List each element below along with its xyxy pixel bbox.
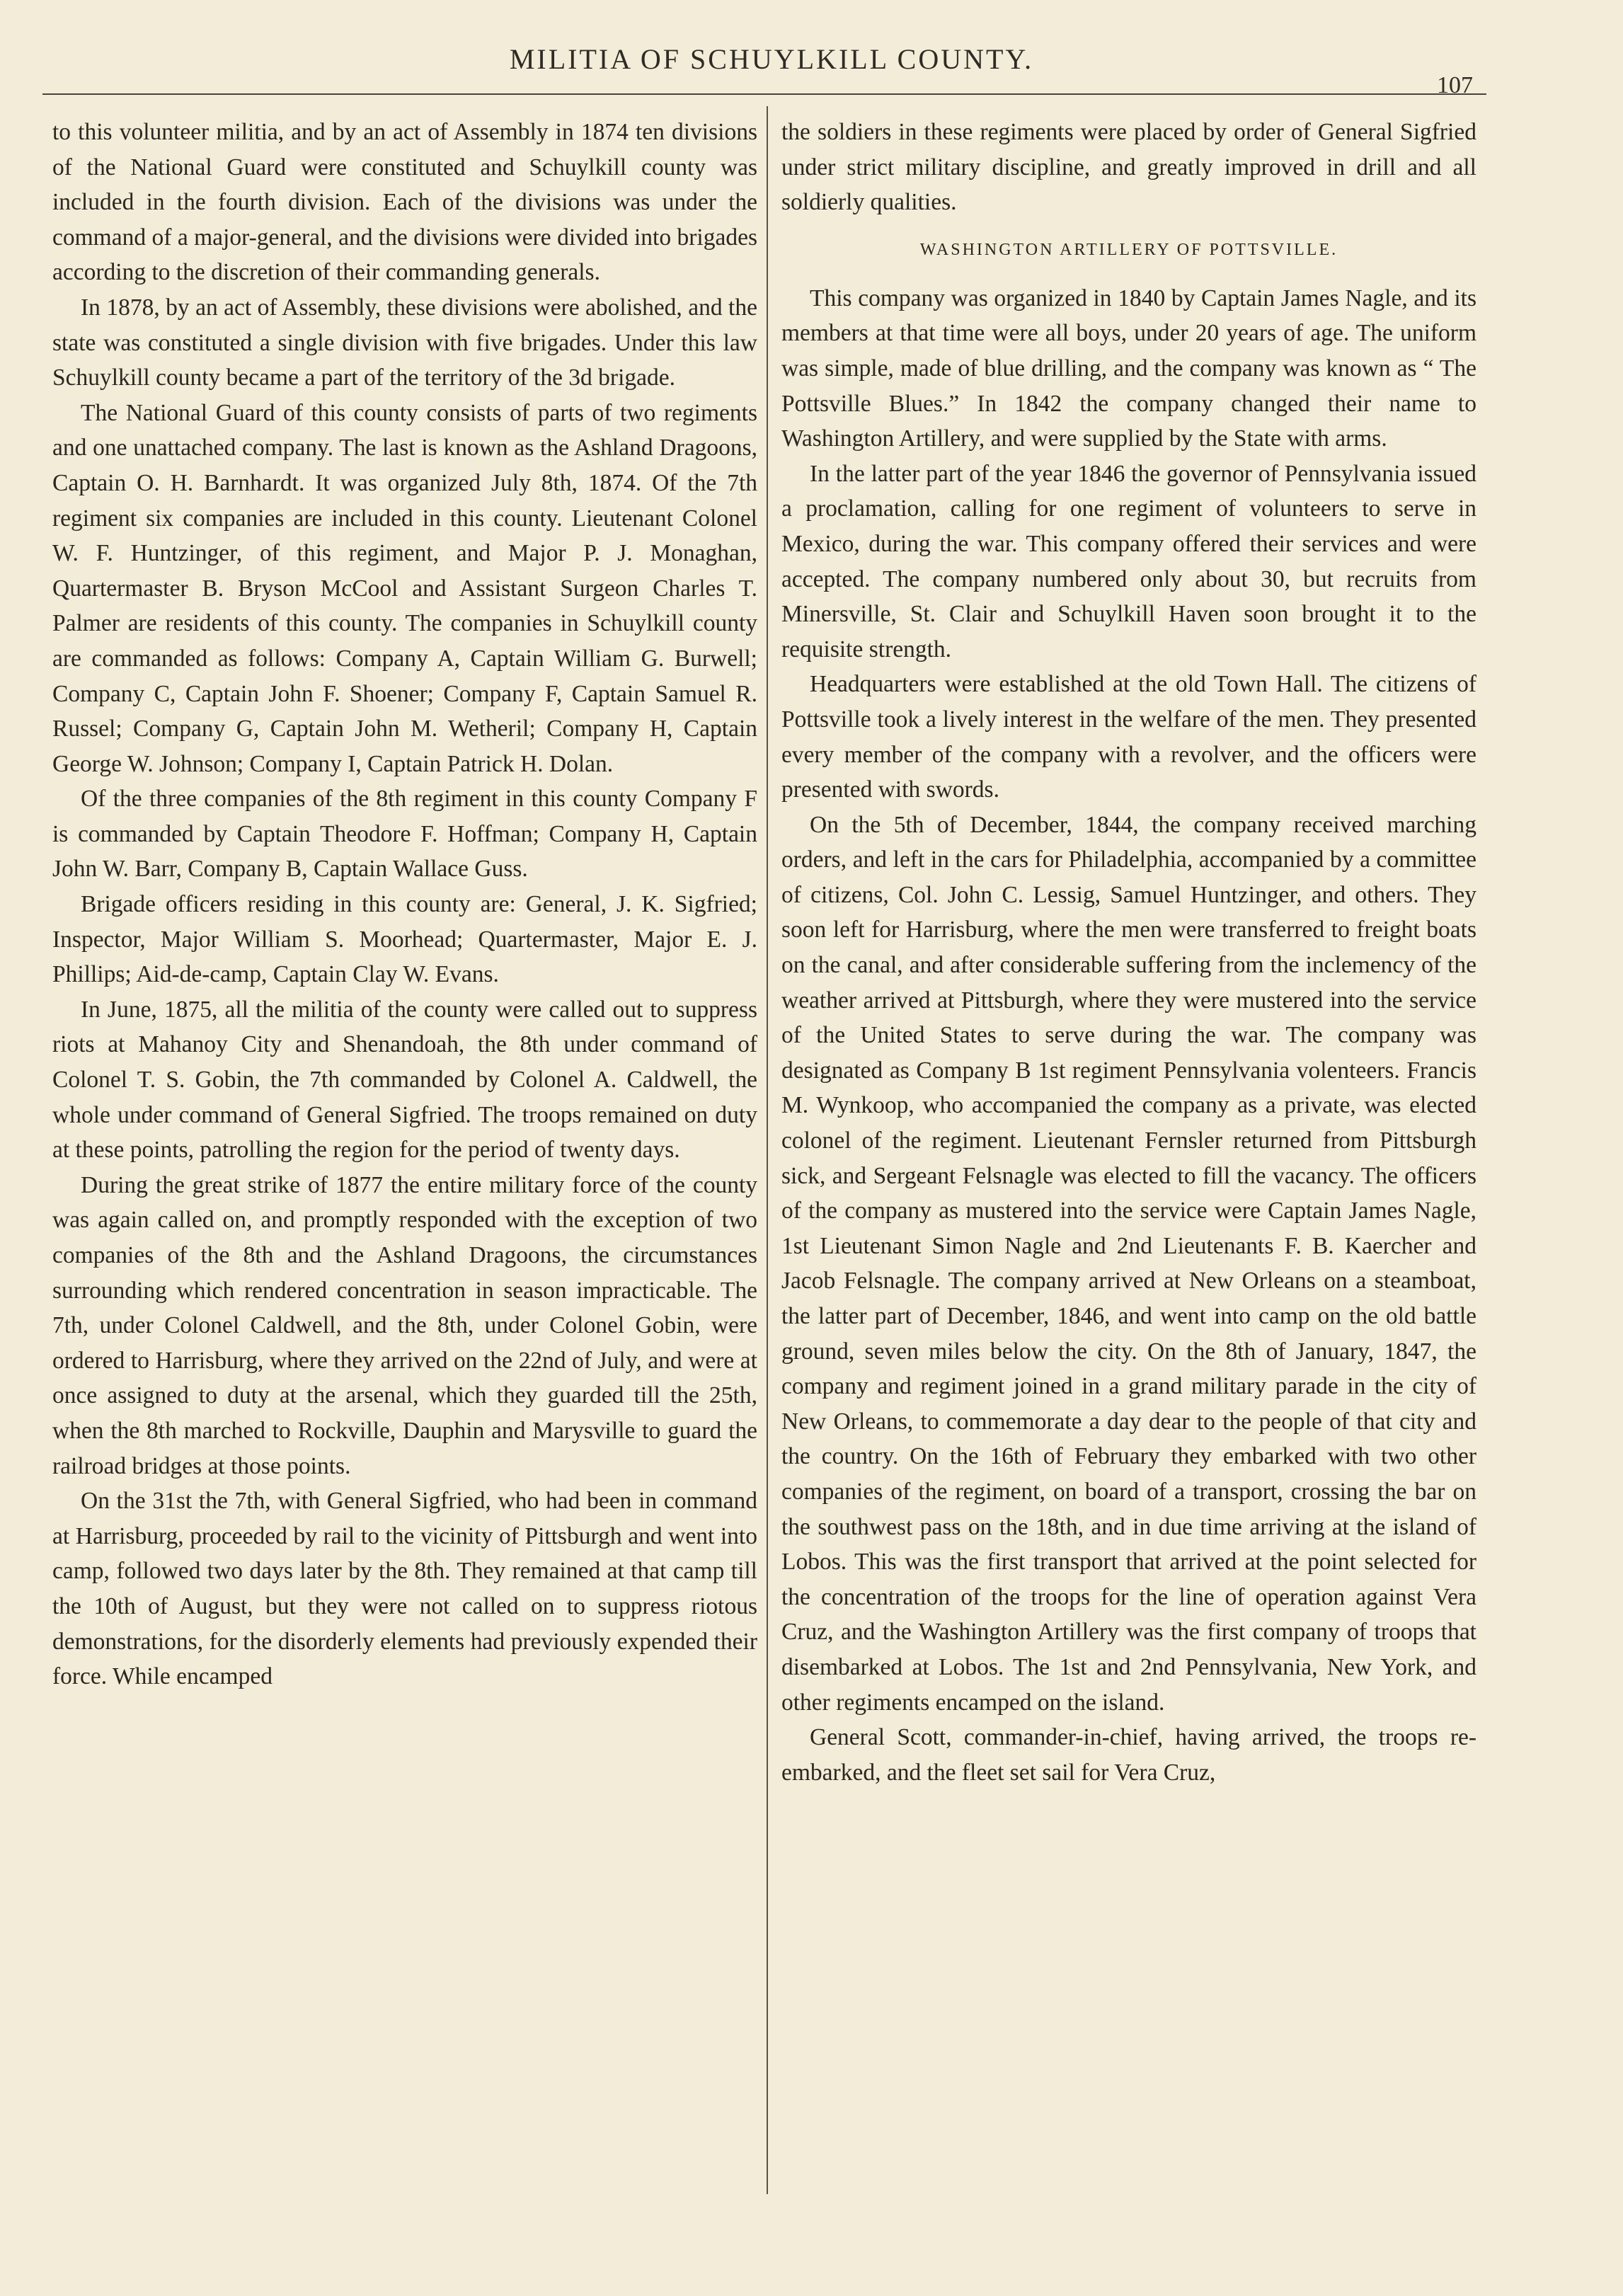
- header-rule: [42, 93, 1486, 95]
- paragraph: The National Guard of this county consists of parts of two regiments and one unattached company. The last is known as the Ashland Dragoons, Captain O. H. Barnhardt. It was organized July 8th, 1874. Of the 7th regiment six companies are included in this county. Lieutenant Colonel W. F. Huntzinger, of this regiment, and Major P. J. Monaghan, Quartermaster B. Bryson McCool and Assistant Surgeon Charles T. Palmer are residents of this county. The companies in Schuylkill county are commanded as follows: Company A, Captain William G. Burwell; Company C, Captain John F. Shoener; Company F, Captain Samuel R. Russel; Company G, Captain John M. Wetheril; Company H, Captain George W. Johnson; Company I, Captain Patrick H. Dolan.: [52, 399, 757, 777]
- paragraph: During the great strike of 1877 the entire military force of the county was again called on, and promptly responded with the exception of two companies of the 8th and the Ashland Dragoons, the circumstances surrounding which rendered concentration in season impracticable. The 7th, under Colonel Caldwell, and the 8th, under Colonel Gobin, were ordered to Harrisburg, where they arrived on the 22nd of July, and were at once assigned to duty at the arsenal, which they guarded till the 25th, when the 8th marched to Rockville, Dauphin and Marysville to guard the railroad bridges at those points.: [52, 1171, 757, 1479]
- paragraph: On the 31st the 7th, with General Sigfried, who had been in command at Harrisburg, proceeded by rail to the vicinity of Pittsburgh and went into camp, followed two days later by the 8th. They remained at that camp till the 10th of August, but they were not called on to suppress riotous demonstrations, for the disorderly elements had previously expended their force. While encamped: [52, 1488, 757, 1690]
- paragraph: In 1878, by an act of Assembly, these divisions were abolished, and the state was constituted a single division with five brigades. Under this law Schuylkill county became a part of the territory of the 3d brigade.: [52, 294, 757, 391]
- paragraph: Headquarters were established at the old Town Hall. The citizens of Pottsville took a lively interest in the welfare of the men. They presented every member of the company with a revolver, and the officers were presented with swords.: [781, 671, 1476, 803]
- section-heading: WASHINGTON ARTILLERY OF POTTSVILLE.: [919, 240, 1338, 259]
- left-column: [52, 115, 757, 1694]
- page-number: 107: [1437, 72, 1473, 98]
- paragraph: This company was organized in 1840 by Captain James Nagle, and its members at that time were all boys, under 20 years of age. The uniform was simple, made of blue drilling, and the company was known as “ The Pottsville Blues.” In 1842 the company changed their name to Washington Artillery, and were supplied by the State with arms.: [781, 285, 1476, 452]
- paragraph: to this volunteer militia, and by an act of Assembly in 1874 ten divisions of the National Guard were constituted and Schuylkill county was included in the fourth division. Each of the divisions was under the command of a major-general, and the divisions were divided into brigades according to the discretion of their commanding generals.: [52, 119, 757, 286]
- paragraph: In the latter part of the year 1846 the governor of Pennsylvania issued a proclamation, calling for one regiment of volunteers to serve in Mexico, during the war. This company offered their services and were accepted. The company numbered only about 30, but recruits from Minersville, St. Clair and Schuylkill Haven soon brought it to the requisite strength.: [781, 460, 1476, 662]
- column-rule: [767, 106, 768, 2194]
- paragraph: Brigade officers residing in this county are: General, J. K. Sigfried; Inspector, Major William S. Moorhead; Quartermaster, Major E. J. Phillips; Aid-de-camp, Captain Clay W. Evans.: [52, 891, 757, 988]
- paragraph: General Scott, commander-in-chief, having arrived, the troops re-embarked, and the fleet set sail for Vera Cruz,: [781, 1724, 1476, 1786]
- paragraph: the soldiers in these regiments were placed by order of General Sigfried under strict military discipline, and greatly improved in drill and all soldierly qualities.: [781, 119, 1476, 216]
- right-column: [781, 115, 1476, 1790]
- paragraph: In June, 1875, all the militia of the county were called out to suppress riots at Mahanoy City and Shenandoah, the 8th under command of Colonel T. S. Gobin, the 7th commanded by Colonel A. Caldwell, the whole under command of General Sigfried. The troops remained on duty at these points, patrolling the region for the period of twenty days.: [52, 996, 757, 1164]
- paragraph: On the 5th of December, 1844, the company received marching orders, and left in the cars for Philadelphia, accompanied by a committee of citizens, Col. John C. Lessig, Samuel Huntzinger, and others. They soon left for Harrisburg, where the men were transferred to freight boats on the canal, and after considerable suffering from the inclemency of the weather arrived at Pittsburgh, where they were mustered into the service of the United States to serve during the war. The company was designated as Company B 1st regiment Pennsylvania volenteers. Francis M. Wynkoop, who accompanied the company as a private, was elected colonel of the regiment. Lieutenant Fernsler returned from Pittsburgh sick, and Sergeant Felsnagle was elected to fill the vacancy. The officers of the company as mustered into the service were Captain James Nagle, 1st Lieutenant Simon Nagle and 2nd Lieutenants F. B. Kaercher and Jacob Felsnagle. The company arrived at New Orleans on a steamboat, the latter part of December, 1846, and went into camp on the old battle ground, seven miles below the city. On the 8th of January, 1847, the company and regiment joined in a grand military parade in the city of New Orleans, to commemorate a day dear to the people of that city and the country. On the 16th of February they embarked with two other companies of the regiment, on board of a transport, crossing the bar on the southwest pass on the 18th, and in due time arriving at the island of Lobos. This was the first transport that arrived at the point selected for the concentration of the troops for the line of operation against Vera Cruz, and the Washington Artillery was the first company of troops that disembarked at Lobos. The 1st and 2nd Pennsylvania, New York, and other regiments encamped on the island.: [781, 811, 1476, 1716]
- running-head: MILITIA OF SCHUYLKILL COUNTY.: [509, 43, 1034, 75]
- paragraph: Of the three companies of the 8th regiment in this county Company F is commanded by Captain Theodore F. Hoffman; Company H, Captain John W. Barr, Company B, Captain Wallace Guss.: [52, 786, 757, 883]
